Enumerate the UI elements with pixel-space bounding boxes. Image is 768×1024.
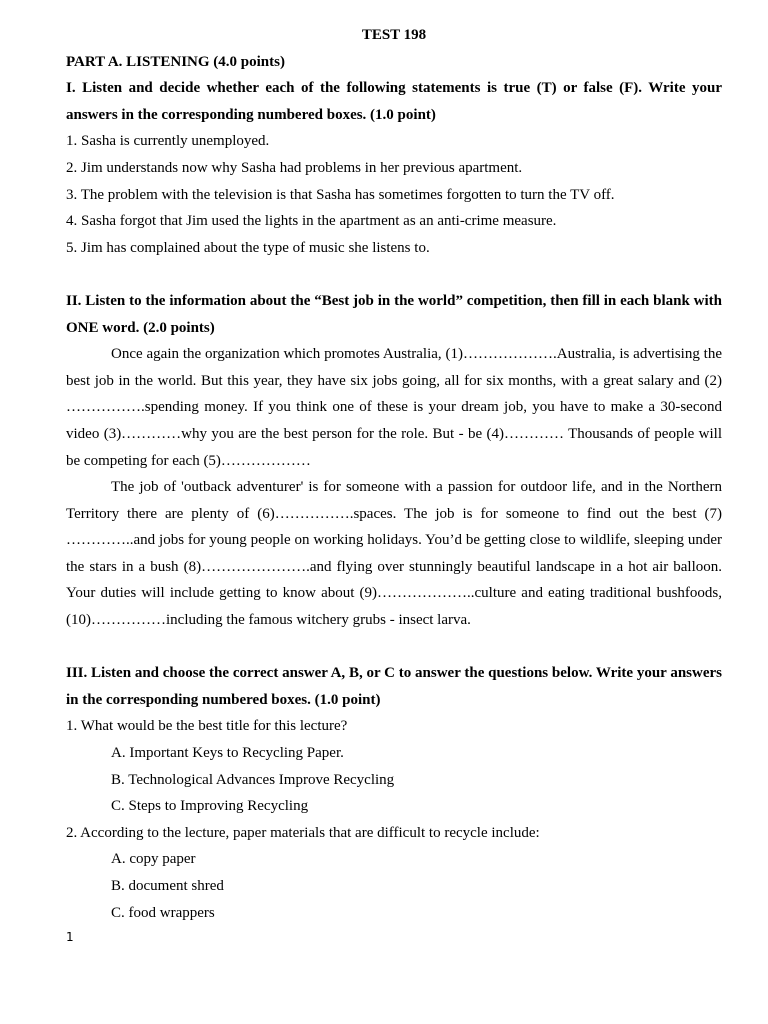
question-1-option-a: A. Important Keys to Recycling Paper.	[111, 745, 344, 762]
document-body	[66, 22, 722, 926]
section-3-heading: III. Listen and choose the correct answer A, B, or C to answer the questions below. Write your answers in the corresponding numbered boxes. (1.0 point)	[66, 665, 722, 708]
question-1-option-c: C. Steps to Improving Recycling	[111, 798, 309, 815]
section-1-heading: I. Listen and decide whether each of the following statements is true (T) or false (F). Write your answers in the corresponding numbered boxes. (1.0 point)	[66, 80, 722, 123]
statement-1: 1. Sasha is currently unemployed.	[66, 133, 270, 150]
question-2-option-a: A. copy paper	[111, 851, 196, 868]
question-2: 2. According to the lecture, paper materials that are difficult to recycle include:	[66, 824, 540, 841]
section-2-heading: II. Listen to the information about the “Best job in the world” competition, then fill in each blank with ONE word. (2.0 points)	[66, 292, 722, 336]
question-1-option-b: B. Technological Advances Improve Recycling	[111, 771, 395, 788]
spacer	[66, 634, 722, 661]
statement-5: 5. Jim has complained about the type of music she listens to.	[66, 239, 430, 256]
statement-3: 3. The problem with the television is that Sasha has sometimes forgotten to turn the TV off.	[66, 186, 615, 203]
test-title: TEST 198	[361, 27, 427, 43]
gap-fill-paragraph-2: The job of 'outback adventurer' is for someone with a passion for outdoor life, and in the Northern Territory there are plenty of (6)…………….spaces. The job is for someone to find out the best (7) …………..and jobs for young people on working holidays. You’d be getting close to wildlife, sleeping under the stars in a bush (8)………………….and flying over stunningly beautiful landscape in a hot air balloon. Your duties will include getting to know about (9)………………..culture and eating traditional bushfoods, (10)……………including the famous witchery grubs - insect larva.	[66, 479, 722, 629]
statement-2: 2. Jim understands now why Sasha had problems in her previous apartment.	[66, 159, 523, 176]
page-number: 1	[66, 930, 74, 944]
gap-fill-paragraph-1: Once again the organization which promotes Australia, (1)……………….Australia, is advertising the best job in the world. But this year, they have six jobs going, all for six months, with a great salary and (2) …………….spending money. If you think one of these is your dream job, you have to make a 30-second video (3)…………why you are the best person for the role. But - be (4)………… Thousands of people will be competing for each (5)………………	[66, 346, 722, 469]
spacer	[66, 261, 722, 288]
question-2-option-c: C. food wrappers	[111, 904, 215, 921]
part-a-heading: PART A. LISTENING (4.0 points)	[66, 53, 285, 70]
statement-4: 4. Sasha forgot that Jim used the lights in the apartment as an anti-crime measure.	[66, 213, 557, 230]
question-1: 1. What would be the best title for this lecture?	[66, 718, 348, 735]
question-2-option-b: B. document shred	[111, 878, 224, 894]
